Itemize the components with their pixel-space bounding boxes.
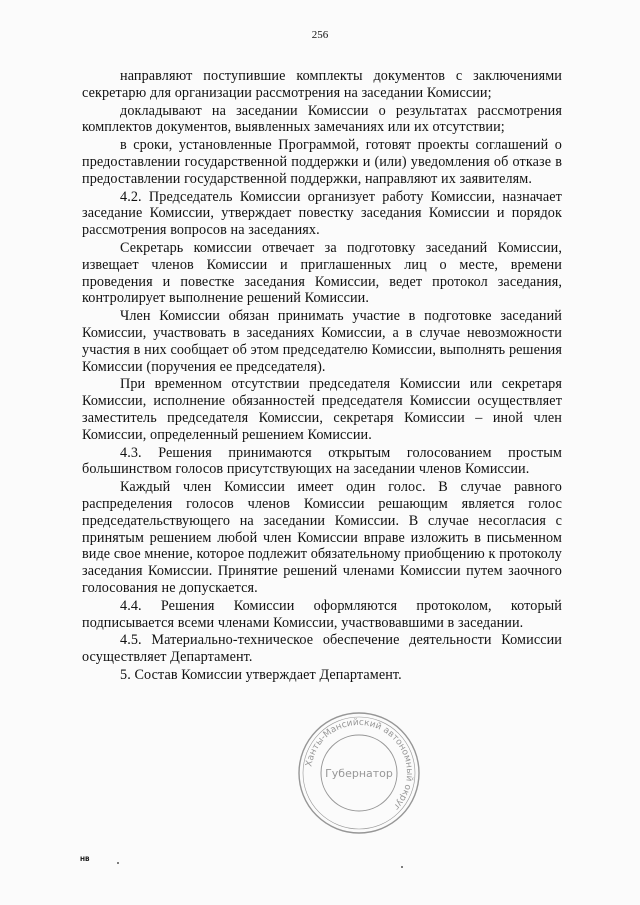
paragraph: Каждый член Комиссии имеет один голос. В случае равного распределения голосов членов Комиссии решающим является голос председательствующего на заседании Комиссии. В случае несогласия с принятым решением любой член Комиссии вправе изложить в письменном виде свое мнение, которое подлежит обязательному приобщению к протоколу заседания Комиссии. Принятие решений членами Комиссии путем заочного голосования не допускается. <box>82 479 562 596</box>
official-seal-stamp <box>294 708 424 838</box>
paragraph: направляют поступившие комплекты документов с заключениями секретарю для организации рассмотрения на заседании Комиссии; <box>82 68 562 101</box>
page-number: 256 <box>311 29 329 41</box>
paragraph: При временном отсутствии председателя Комиссии или секретаря Комиссии, исполнение обязанностей председателя Комиссии осуществляет заместитель председателя Комиссии, секретаря Комиссии – иной член Комиссии, определенный решением Комиссии. <box>82 376 562 443</box>
seal-center-text: Губернатор <box>325 767 393 780</box>
scan-speck <box>401 866 403 868</box>
paragraph: 4.4. Решения Комиссии оформляются протоколом, который подписывается всеми членами Комиссии, участвовавшими в заседании. <box>82 597 562 631</box>
paragraph: докладывают на заседании Комиссии о результатах рассмотрения комплектов документов, выявленных замечаниях или их отсутствии; <box>82 102 562 136</box>
paragraph: Секретарь комиссии отвечает за подготовку заседаний Комиссии, извещает членов Комиссии и приглашенных лиц о месте, времени проведения и повестке заседания Комиссии, ведет протокол заседания, контролирует выполнение решений Комиссии. <box>82 239 562 307</box>
scan-speck <box>117 862 119 864</box>
seal-ring-text: Ханты-Мансийский автономный округ <box>304 717 415 812</box>
footer-mark: НВ <box>80 856 90 863</box>
document-body <box>82 68 562 684</box>
paragraph: 4.2. Председатель Комиссии организует работу Комиссии, назначает заседание Комиссии, утверждает повестку заседания Комиссии и порядок рассмотрения вопросов на заседаниях. <box>82 188 562 239</box>
paragraph: 5. Состав Комиссии утверждает Департамент. <box>120 666 402 683</box>
paragraph: Член Комиссии обязан принимать участие в подготовке заседаний Комиссии, участвовать в заседаниях Комиссии, а в случае невозможности участия в них сообщает об этом председателю Комиссии, выполнять решения Комиссии (поручения ее председателя). <box>82 308 562 375</box>
paragraph: в сроки, установленные Программой, готовят проекты соглашений о предоставлении государственной поддержки и (или) уведомления об отказе в предоставлении государственной поддержки, направляют их заявителям. <box>82 137 562 187</box>
paragraph: 4.5. Материально-техническое обеспечение деятельности Комиссии осуществляет Департамент. <box>82 632 562 666</box>
paragraph: 4.3. Решения принимаются открытым голосованием простым большинством голосов присутствующих на заседании членов Комиссии. <box>82 444 562 478</box>
